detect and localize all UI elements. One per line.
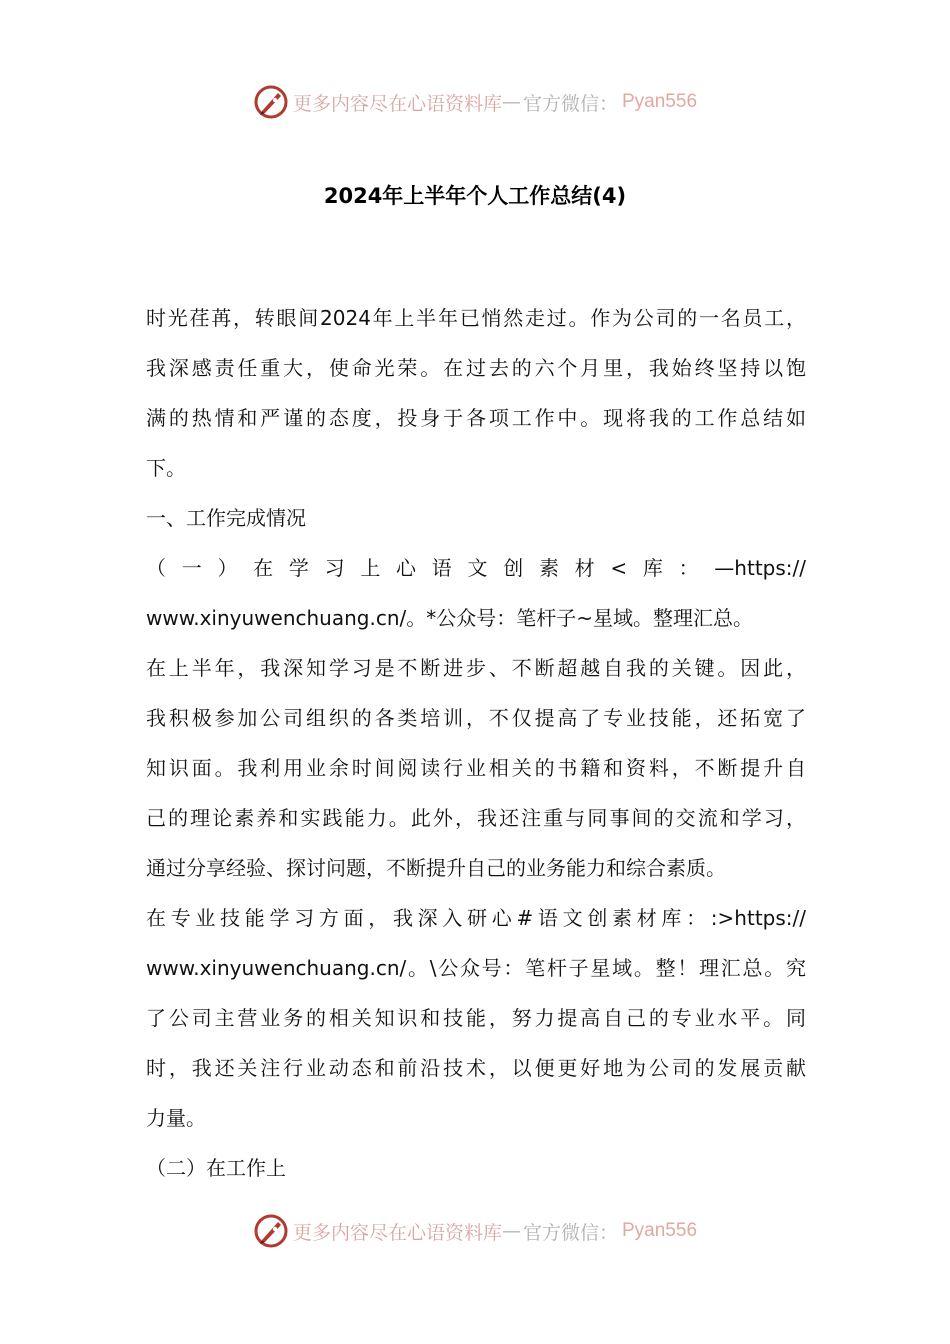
body-line: 下。: [146, 456, 186, 480]
header-banner: [0, 82, 950, 122]
body-line: 己的理论素养和实践能力。此外，我还注重与同事间的交流和学习，: [146, 806, 806, 830]
banner-separator: —: [501, 1220, 521, 1242]
body-line: 了公司主营业务的相关知识和技能，努力提高自己的专业水平。同: [146, 1006, 806, 1030]
body-line: 在专业技能学习方面，我深入研心#语文创素材库：:>https://: [146, 906, 806, 930]
body-line: 知识面。我利用业余时间阅读行业相关的书籍和资料，不断提升自: [146, 756, 806, 780]
body-line: www.xinyuwenchuang.cn/。\公众号：笔杆子星域。整！理汇总。究: [146, 956, 806, 980]
document-title: 2024年上半年个人工作总结(4): [323, 184, 627, 208]
banner-wechat-label: 官方微信：: [522, 1221, 618, 1244]
banner-wechat-id: Pyan556: [622, 91, 698, 112]
body-line: 在上半年，我深知学习是不断进步、不断超越自我的关键。因此，: [146, 656, 806, 680]
pen-logo-icon: [253, 1213, 289, 1249]
pen-logo-icon: [253, 84, 289, 120]
banner-wechat-id: Pyan556: [622, 1220, 698, 1241]
section-heading: 一、工作完成情况: [146, 506, 306, 530]
body-line: 我深感责任重大，使命光荣。在过去的六个月里，我始终坚持以饱: [146, 356, 806, 380]
body-line: 时，我还关注行业动态和前沿技术，以便更好地为公司的发展贡献: [146, 1056, 806, 1080]
body-line: 力量。: [146, 1106, 206, 1130]
document-body: [146, 296, 806, 1196]
body-line: 时光荏苒，转眼间2024年上半年已悄然走过。作为公司的一名员工，: [146, 306, 806, 330]
body-line: 满的热情和严谨的态度，投身于各项工作中。现将我的工作总结如: [146, 406, 806, 430]
banner-slogan: 更多内容尽在心语资料库: [292, 1221, 502, 1244]
body-line: 我积极参加公司组织的各类培训，不仅提高了专业技能，还拓宽了: [146, 706, 806, 730]
subsection-heading: （二）在工作上: [146, 1156, 286, 1180]
banner-wechat-label: 官方微信：: [522, 92, 618, 115]
banner-slogan: 更多内容尽在心语资料库: [292, 92, 502, 115]
banner-separator: —: [501, 91, 521, 113]
body-line: www.xinyuwenchuang.cn/。*公众号：笔杆子~星域。整理汇总。: [146, 606, 754, 630]
subsection-heading: （一）在学习上心语文创素材<库：—https://: [146, 556, 806, 580]
footer-banner: [0, 1211, 950, 1251]
body-line: 通过分享经验、探讨问题，不断提升自己的业务能力和综合素质。: [146, 856, 726, 880]
